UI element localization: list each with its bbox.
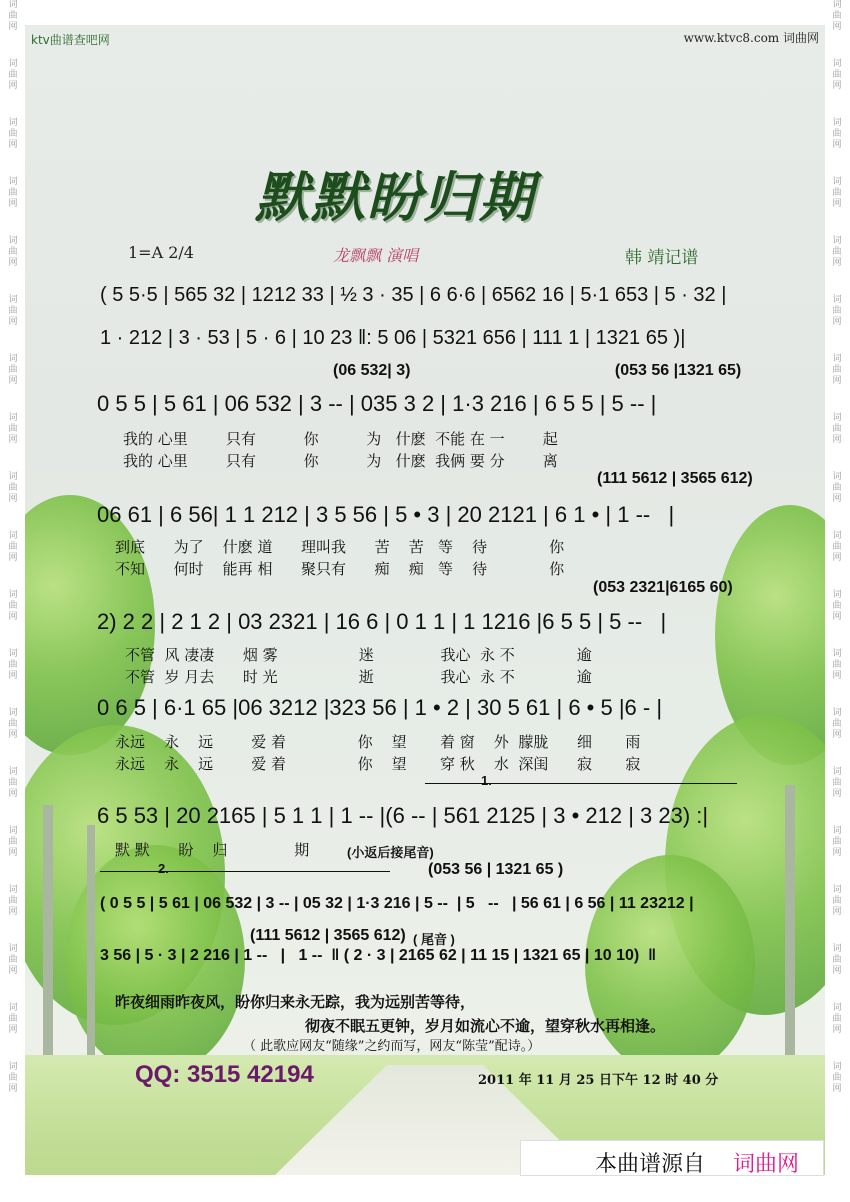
lyric-line-5b: 不管 岁 月去 时 光 逝 我心 永 不 逾: [125, 668, 592, 686]
watermark-glyph: 词 曲 网: [832, 767, 842, 799]
song-title: 默默盼归期: [255, 165, 535, 229]
score-line-2: 1 · 212 | 3 · 53 | 5 · 6 | 10 23 ‖: 5 06 | 5321 656 | 111 1 | 1321 65 )|: [100, 327, 686, 349]
score-line-2-alt: (06 532| 3) (053 56 |1321 65): [333, 362, 742, 379]
watermark-glyph: 词 曲 网: [8, 1003, 18, 1035]
watermark-glyph: 词 曲 网: [832, 354, 842, 386]
watermark-glyph: 词 曲 网: [8, 472, 18, 504]
watermark-glyph: 词 曲 网: [832, 236, 842, 268]
watermark-glyph: 词 曲 网: [832, 295, 842, 327]
lyric-line-6b: 永远 永 远 爱 着 你 望 穿 秋 水 深闺 寂 寂: [115, 755, 641, 773]
watermark-glyph: 词 曲 网: [832, 885, 842, 917]
watermark-glyph: 词 曲 网: [832, 177, 842, 209]
watermark-glyph: 词 曲 网: [832, 944, 842, 976]
watermark-glyph: 词 曲 网: [8, 0, 18, 32]
right-watermark-strip: [826, 0, 848, 1202]
lyric-line-3a: 我的 心里 只有 你 为 什麽 不能 在 一 起: [123, 430, 558, 448]
qq-number: QQ: 3515 42194: [135, 1061, 314, 1088]
lyric-line-7-hint: (小返后接尾音): [347, 845, 434, 860]
score-line-7: 6 5 53 | 20 2165 | 5 1 1 | 1 -- |(6 -- | 561 2125 | 3 • 212 | 3 23) :|: [97, 803, 709, 828]
watermark-glyph: 词 曲 网: [8, 413, 18, 445]
watermark-glyph: 词 曲 网: [8, 295, 18, 327]
watermark-glyph: 词 曲 网: [832, 413, 842, 445]
lyric-line-5a: 不管 风 凄凄 烟 雾 迷 我心 永 不 逾: [125, 646, 592, 664]
score-line-1: ( 5 5·5 | 565 32 | 1212 33 | ½ 3 · 35 | 6 6·6 | 6562 16 | 5·1 653 | 5 · 32 |: [100, 284, 727, 306]
watermark-glyph: 词 曲 网: [832, 531, 842, 563]
lyric-line-6a: 永远 永 远 爱 着 你 望 着 窗 外 朦胧 细 雨: [115, 733, 641, 751]
score-line-3-alt: (111 5612 | 3565 612): [597, 470, 753, 487]
watermark-glyph: 词 曲 网: [8, 590, 18, 622]
source-text: 本曲谱源自: [595, 1152, 706, 1177]
source-brand[interactable]: 词曲网: [733, 1152, 800, 1177]
tree-right-3: [585, 855, 755, 1075]
watermark-glyph: 词 曲 网: [8, 177, 18, 209]
watermark-glyph: 词 曲 网: [8, 767, 18, 799]
score-line-8-alt: (111 5612 | 3565 612): [250, 927, 406, 944]
watermark-glyph: 词 曲 网: [8, 708, 18, 740]
trunk-left-2: [87, 825, 95, 1085]
lyric-line-4a: 到底 为了 什麽 道 理叫我 苦 苦 等 待 你: [115, 538, 565, 556]
watermark-glyph: 词 曲 网: [832, 0, 842, 32]
watermark-glyph: 词 曲 网: [832, 1062, 842, 1094]
score-line-4: 06 61 | 6 56| 1 1 212 | 3 5 56 | 5 • 3 | 20 2121 | 6 1 • | 1 -- |: [97, 502, 675, 527]
watermark-glyph: 词 曲 网: [8, 118, 18, 150]
watermark-glyph: 词 曲 网: [832, 59, 842, 91]
date-stamp: 2011 年 11 月 25 日下午 12 时 40 分: [478, 1073, 719, 1088]
watermark-glyph: 词 曲 网: [8, 236, 18, 268]
score-line-6: 0 6 5 | 6·1 65 |06 3212 |323 56 | 1 • 2 | 30 5 61 | 6 • 5 |6 - |: [97, 695, 663, 720]
watermark-glyph: 词 曲 网: [832, 649, 842, 681]
poem-line-1: 昨夜细雨昨夜风，盼你归来永无踪，我为远别苦等待，: [115, 993, 476, 1011]
site-label-left: ktv曲谱查吧网: [31, 33, 110, 47]
watermark-glyph: 词 曲 网: [8, 1062, 18, 1094]
watermark-glyph: 词 曲 网: [8, 826, 18, 858]
score-line-7-alt: (053 56 | 1321 65 ): [428, 861, 564, 878]
score-line-4-alt: (053 2321|6165 60): [593, 579, 733, 596]
score-line-8: ( 0 5 5 | 5 61 | 06 532 | 3 -- | 05 32 | 1·3 216 | 5 -- | 5 -- | 56 61 | 6 56 | 11 23212 |: [100, 895, 694, 912]
watermark-glyph: 词 曲 网: [8, 59, 18, 91]
poem-note: （ 此歌应网友“随缘”之约而写，网友“陈莹”配诗。）: [243, 1039, 541, 1054]
key-signature: 1=A 2/4: [128, 243, 194, 262]
watermark-glyph: 词 曲 网: [8, 531, 18, 563]
poem-line-2: 彻夜不眠五更钟，岁月如流心不逾，望穿秋水再相逢。: [305, 1017, 666, 1035]
watermark-glyph: 词 曲 网: [832, 708, 842, 740]
lyric-line-7: 默 默 盼 归 期: [115, 841, 310, 859]
score-line-5: 2) 2 2 | 2 1 2 | 03 2321 | 16 6 | 0 1 1 | 1 1216 |6 5 5 | 5 -- |: [97, 609, 667, 634]
volta-1-label: 1.: [481, 773, 492, 788]
source-banner: [520, 1140, 824, 1176]
watermark-glyph: 词 曲 网: [832, 590, 842, 622]
site-label-right: www.ktvc8.com 词曲网: [683, 31, 819, 45]
singer-credit: 龙飘飘 演唱: [333, 246, 419, 265]
watermark-glyph: 词 曲 网: [8, 354, 18, 386]
watermark-glyph: 词 曲 网: [8, 944, 18, 976]
watermark-glyph: 词 曲 网: [832, 472, 842, 504]
watermark-glyph: 词 曲 网: [8, 649, 18, 681]
score-sheet: [25, 25, 825, 1175]
watermark-glyph: 词 曲 网: [832, 1003, 842, 1035]
lyric-line-4b: 不知 何时 能再 相 聚只有 痴 痴 等 待 你: [115, 560, 565, 578]
left-watermark-strip: [2, 0, 24, 1202]
watermark-glyph: 词 曲 网: [8, 885, 18, 917]
lyric-line-3b: 我的 心里 只有 你 为 什麽 我俩 要 分 离: [123, 452, 558, 470]
volta-2-label: 2.: [158, 861, 169, 876]
score-line-3: 0 5 5 | 5 61 | 06 532 | 3 -- | 035 3 2 | 1·3 216 | 6 5 5 | 5 -- |: [97, 391, 657, 416]
score-line-8-tail: ( 尾音 ): [413, 932, 455, 947]
transcriber-credit: 韩 靖记谱: [625, 248, 699, 268]
score-line-9: 3 56 | 5 · 3 | 2 216 | 1 -- | 1 -- ‖ ( 2 · 3 | 2165 62 | 11 15 | 1321 65 | 10 10) ‖: [100, 947, 657, 964]
watermark-glyph: 词 曲 网: [832, 826, 842, 858]
watermark-glyph: 词 曲 网: [832, 118, 842, 150]
